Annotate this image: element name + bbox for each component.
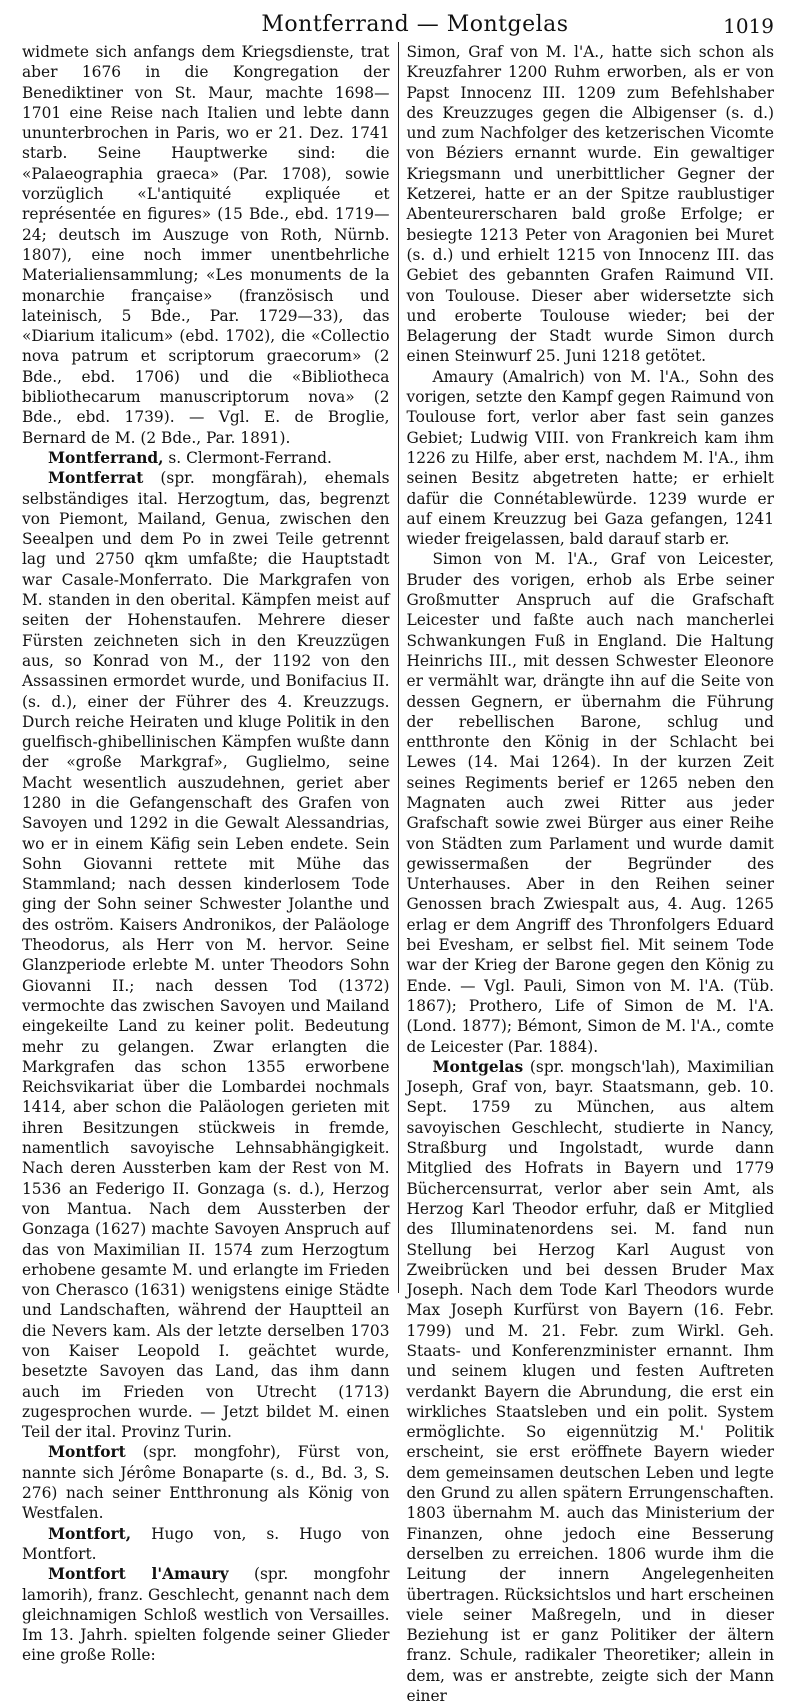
entry-text: (spr. mongfohr), Fürst von, nannte sich Jérôme Bonaparte (s. d., Bd. 3, S. 276) nach seiner Entthronung als König von Westfalen.: [22, 1443, 390, 1523]
running-title: Montferrand — Montgelas: [261, 12, 569, 37]
entry-text: (spr. mongsch'lah), Maximilian Joseph, Graf von, bayr. Staatsmann, geb. 10. Sept. 1759 zu München, aus altem savoyischen Geschlecht, studierte in Nancy, Straßburg und Ingolstadt, wurde dann Mitglied des Hofrats in Bayern und 1779 Büchercensurrat, verlor aber sein Amt, als Herzog Karl Theodor erfuhr, daß er Mitglied des Illuminatenordens sei. M. fand nun Stellung bei Herzog Karl August von Zweibrücken und bei dessen Bruder Max Joseph. Nach dem Tode Karl Theodors wurde Max Joseph Kurfürst von Bayern (16. Febr. 1799) und M. 21. Febr. zum Wirkl. Geh. Staats- und Konferenzminister ernannt. Ihm und seinem klugen und festen Auftreten verdankt Bayern die Abrundung, die erst ein wirkliches Staatsleben und ein polit. System ermöglichte. So eigennützig M.' Politik erscheint, sie erst eröffnete Bayern wieder dem gemeinsamen deutschen Leben und legte den Grund zu allen spätern Errungenschaften. 1803 übernahm M. auch das Ministerium der Finanzen, ohne jedoch eine Besserung derselben zu erreichen. 1806 wurde ihm die Leitung der innern Angelegenheiten übertragen. Rücksichtslos und hart erscheinen viele seiner Maßregeln, und in dieser Beziehung ist er ganz Politiker der ältern franz. Schule, radikaler Theoretiker; allein in dem, was er anstrebte, zeigte sich der Mann einer: [406, 1057, 774, 1706]
entry-paragraph: [407, 367, 775, 550]
entry-paragraph: [407, 1057, 775, 1706]
entry-paragraph: [22, 448, 390, 468]
entry-headword: Montferrand,: [48, 448, 164, 467]
right-column: [399, 42, 775, 1706]
text-columns: [22, 42, 774, 1706]
entry-paragraph: [22, 42, 390, 448]
left-column: [22, 42, 398, 1665]
entry-paragraph: [22, 468, 390, 1442]
entry-text: Hugo von, s. Hugo von Montfort.: [22, 1524, 390, 1563]
page-header: [22, 6, 774, 42]
entry-text: Simon, Graf von M. l'A., hatte sich schon als Kreuzfahrer 1200 Ruhm erworben, als er von Papst Innocenz III. 1209 zum Befehlshaber des Kreuzzuges gegen die Albigenser (s. d.) und zum Nachfolger des ketzerischen Vicomte von Béziers ernannt wurde. Ein gewaltiger Kriegsmann und unerbittlicher Gegner der Ketzerei, hatte er an der Spitze raublustiger Abenteurerscharen bald große Erfolge; er besiegte 1213 Peter von Aragonien bei Muret (s. d.) und erhielt 1215 von Innocenz III. das Gebiet des gebannten Grafen Raimund VII. von Toulouse. Dieser aber widersetzte sich und eroberte Toulouse wieder; bei der Belagerung der Stadt wurde Simon durch einen Steinwurf 25. Juni 1218 getötet.: [406, 43, 774, 366]
entry-text: (spr. mongfärah), ehemals selbständiges ital. Herzogtum, das, begrenzt von Piemont, Mailand, Genua, zwischen den Seealpen und dem Po in zwei Teile getrennt lag und 2750 qkm umfaßte; die Hauptstadt war Casale-Monferrato. Die Markgrafen von M. standen in den oberital. Kämpfen meist auf seiten der Hohenstaufen. Mehrere dieser Fürsten zeichneten sich in den Kreuzzügen aus, so Konrad von M., der 1192 von den Assassinen ermordet wurde, und Bonifacius II. (s. d.), einer der Führer des 4. Kreuzzugs. Durch reiche Heiraten und kluge Politik in den guelfisch-ghibellinischen Kämpfen wußte dann der «große Markgraf», Guglielmo, seine Macht wesentlich auszudehnen, geriet aber 1280 in die Gefangenschaft des Grafen von Savoyen und 1292 in die Gewalt Alessandrias, wo er in einem Käfig sein Leben endete. Sein Sohn Giovanni rettete mit Mühe das Stammland; nach dessen kinderlosem Tode ging der Sohn seiner Schwester Jolanthe und des oström. Kaisers Andronikos, der Paläologe Theodorus, als Herr von M. hervor. Seine Glanzperiode erlebte M. unter Theodors Sohn Giovanni II.; nach dessen Tod (1372) vermochte das zwischen Savoyen und Mailand eingekeilte Land zu keiner polit. Bedeutung mehr zu gelangen. Zwar erlangten die Markgrafen das schon 1355 erworbene Reichsvikariat über die Lombardei nochmals 1414, aber schon die Paläologen gerieten mit ihren Besitzungen stückweis in fremde, namentlich savoyische Lehnsabhängigkeit. Nach deren Aussterben kam der Rest von M. 1536 an Federigo II. Gonzaga (s. d.), Herzog von Mantua. Nach dem Aussterben der Gonzaga (1627) machte Savoyen Anspruch auf das von Maximilian II. 1574 zum Herzogtum erhobene gesamte M. und erlangte im Frieden von Cherasco (1631) wenigstens einige Städte und Landschaften, während der Hauptteil an die Nevers kam. Als der letzte derselben 1703 von Kaiser Leopold I. geächtet wurde, besetzte Savoyen das Land, das ihm dann auch im Frieden von Utrecht (1713) zugesprochen wurde. — Jetzt bildet M. einen Teil der ital. Provinz Turin.: [22, 469, 390, 1442]
entry-paragraph: [22, 1564, 390, 1665]
entry-text: Simon von M. l'A., Graf von Leicester, Bruder des vorigen, erhob als Erbe seiner Großmutter Anspruch auf die Grafschaft Leicester und faßte auch nach mancherlei Schwankungen Fuß in England. Die Haltung Heinrichs III., mit dessen Schwester Eleonore er vermählt war, drängte ihn auf die Seite von dessen Gegnern, er übernahm die Führung der rebellischen Barone, schlug und entthronte den König in der Schlacht bei Lewes (14. Mai 1264). In der kurzen Zeit seines Regiments berief er 1265 neben den Magnaten auch zwei Ritter aus jeder Grafschaft sowie zwei Bürger aus einer Reihe von Städten zum Parlament und wurde damit gewissermaßen der Begründer des Unterhauses. Aber in den Reihen seiner Genossen brach Zwiespalt aus, 4. Aug. 1265 erlag er dem Angriff des Thronfolgers Eduard bei Evesham, er selbst fiel. Mit seinem Tode war der Krieg der Barone gegen den König zu Ende. — Vgl. Pauli, Simon von M. l'A. (Tüb. 1867); Prothero, Life of Simon de M. l'A. (Lond. 1877); Bémont, Simon de M. l'A., comte de Leicester (Par. 1884).: [406, 550, 774, 1056]
entry-paragraph: [407, 42, 775, 367]
entry-headword: Montfort,: [48, 1524, 132, 1543]
page-number: 1019: [723, 14, 774, 38]
entry-headword: Montfort: [48, 1443, 126, 1462]
entry-paragraph: [407, 549, 775, 1056]
entry-text: widmete sich anfangs dem Kriegsdienste, trat aber 1676 in die Kongregation der Benediktiner von St. Maur, machte 1698—1701 eine Reise nach Italien und lebte dann ununterbrochen in Paris, wo er 21. Dez. 1741 starb. Seine Hauptwerke sind: die «Palaeographia graeca» (Par. 1708), sowie vorzüglich «L'antiquité expliquée et représentée en figures» (15 Bde., ebd. 1719—24; deutsch im Auszuge von Roth, Nürnb. 1807), eine noch immer unentbehrliche Materialiensammlung; «Les monuments de la monarchie française» (französisch und lateinisch, 5 Bde., Par. 1729—33), das «Diarium italicum» (ebd. 1702), die «Collectio nova patrum et scriptorum graecorum» (2 Bde., ebd. 1706) und die «Bibliotheca bibliothecarum manuscriptorum nova» (2 Bde., ebd. 1739). — Vgl. E. de Broglie, Bernard de M. (2 Bde., Par. 1891).: [22, 43, 390, 447]
entry-text: (spr. mongfohr lamorih), franz. Geschlecht, genannt nach dem gleichnamigen Schloß westlich von Versailles. Im 13. Jahrh. spielten folgende seiner Glieder eine große Rolle:: [22, 1565, 390, 1665]
entry-text: Amaury (Amalrich) von M. l'A., Sohn des vorigen, setzte den Kampf gegen Raimund von Toulouse fort, verlor aber fast sein ganzes Gebiet; Ludwig VIII. von Frankreich kam ihm 1226 zu Hilfe, aber erst, nachdem M. l'A., ihm seinen Besitz abgetreten hatte; er erhielt dafür die Connétablewürde. 1239 wurde er auf einem Kreuzzug bei Gaza gefangen, 1241 wieder freigelassen, bald darauf starb er.: [406, 367, 774, 549]
entry-headword: Montferrat: [48, 469, 144, 488]
entry-paragraph: [22, 1524, 390, 1565]
entry-paragraph: [22, 1442, 390, 1523]
entry-headword: Montgelas: [432, 1057, 524, 1076]
entry-text: s. Clermont-Ferrand.: [163, 448, 332, 467]
entry-headword: Montfort l'Amaury: [48, 1565, 229, 1584]
